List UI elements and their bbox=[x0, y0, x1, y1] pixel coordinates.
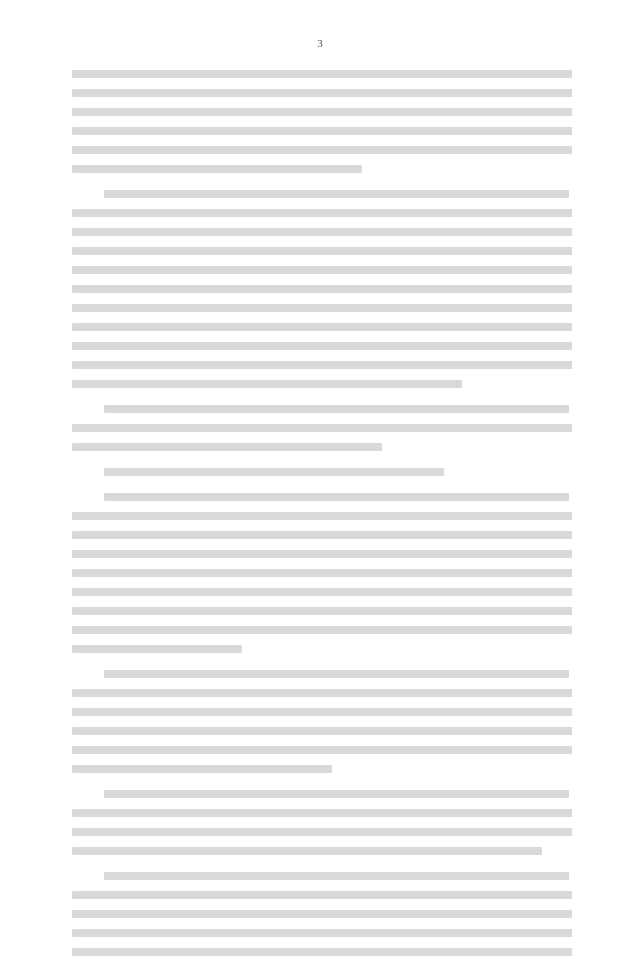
text-line bbox=[72, 588, 572, 596]
text-line bbox=[104, 493, 569, 501]
text-line bbox=[72, 929, 572, 937]
text-line bbox=[72, 531, 572, 539]
text-line bbox=[72, 89, 572, 97]
text-line bbox=[104, 872, 569, 880]
text-line bbox=[104, 790, 569, 798]
text-line bbox=[72, 607, 572, 615]
list-item bbox=[72, 462, 572, 481]
paragraph bbox=[72, 184, 572, 393]
text-line bbox=[72, 948, 572, 956]
list-item bbox=[72, 664, 572, 778]
text-line bbox=[72, 708, 572, 716]
text-line bbox=[72, 891, 572, 899]
text-line bbox=[72, 626, 572, 634]
text-line bbox=[72, 847, 542, 855]
text-line bbox=[72, 228, 572, 236]
document-body bbox=[72, 64, 572, 967]
text-line bbox=[72, 727, 572, 735]
text-line bbox=[72, 424, 572, 432]
text-line bbox=[72, 266, 572, 274]
text-line bbox=[72, 443, 382, 451]
text-line bbox=[72, 828, 572, 836]
text-line bbox=[72, 247, 572, 255]
text-line bbox=[104, 190, 569, 198]
paragraph bbox=[72, 64, 572, 178]
text-line bbox=[72, 809, 572, 817]
text-line bbox=[72, 689, 572, 697]
text-line bbox=[72, 304, 572, 312]
text-line bbox=[72, 910, 572, 918]
paragraph bbox=[72, 399, 572, 456]
text-line bbox=[72, 146, 572, 154]
text-line bbox=[72, 380, 462, 388]
text-line bbox=[72, 512, 572, 520]
text-line bbox=[104, 670, 569, 678]
page-number: 3 bbox=[317, 38, 323, 50]
text-line bbox=[72, 645, 242, 653]
list-item bbox=[72, 866, 572, 961]
text-line bbox=[72, 361, 572, 369]
text-line bbox=[72, 746, 572, 754]
text-line bbox=[104, 468, 444, 476]
text-line bbox=[104, 405, 569, 413]
text-line bbox=[72, 70, 572, 78]
text-line bbox=[72, 165, 362, 173]
text-line bbox=[72, 342, 572, 350]
text-line bbox=[72, 765, 332, 773]
list-item bbox=[72, 487, 572, 658]
text-line bbox=[72, 127, 572, 135]
text-line bbox=[72, 209, 572, 217]
text-line bbox=[72, 323, 572, 331]
paragraph bbox=[72, 784, 572, 860]
text-line bbox=[72, 550, 572, 558]
text-line bbox=[72, 108, 572, 116]
text-line bbox=[72, 285, 572, 293]
text-line bbox=[72, 569, 572, 577]
